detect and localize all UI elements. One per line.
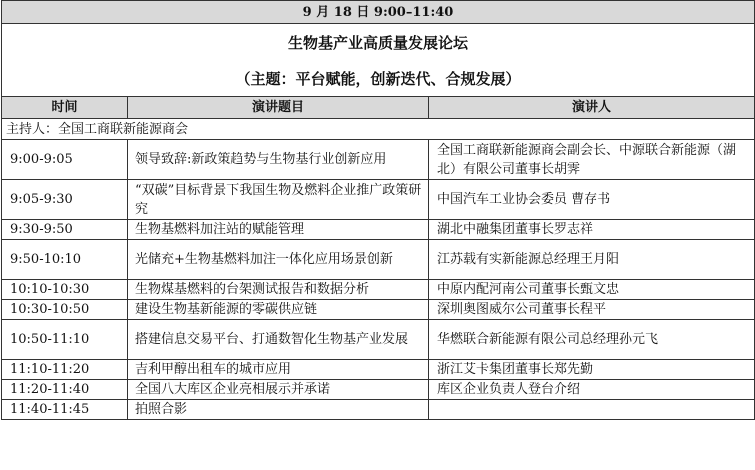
topic-cell: 吉利甲醇出租车的城市应用 [128, 360, 429, 380]
forum-theme: （主题：平台赋能，创新迭代、合规发展） [235, 70, 521, 88]
table-row [2, 320, 755, 360]
date-row [2, 1, 755, 24]
table-row [2, 240, 755, 280]
host-cell: 主持人：全国工商联新能源商会 [2, 119, 755, 140]
speaker-cell: 湖北中融集团董事长罗志祥 [429, 220, 755, 240]
title-row [2, 24, 755, 97]
column-header-topic: 演讲题目 [128, 97, 429, 119]
table-row [2, 140, 755, 180]
time-cell: 11:40-11:45 [2, 400, 128, 420]
speaker-cell: 中原内配河南公司董事长甄文忠 [429, 280, 755, 300]
topic-cell: 领导致辞:新政策趋势与生物基行业创新应用 [128, 140, 429, 180]
forum-schedule-table [1, 0, 755, 420]
time-cell: 10:50-11:10 [2, 320, 128, 360]
table-row [2, 180, 755, 220]
time-cell: 10:30-10:50 [2, 300, 128, 320]
column-header-time: 时间 [2, 97, 128, 119]
topic-cell: “双碳”目标背景下我国生物及燃料企业推广政策研究 [128, 180, 429, 220]
topic-cell: 拍照合影 [128, 400, 429, 420]
title-cell [2, 24, 755, 97]
time-cell: 9:05-9:30 [2, 180, 128, 220]
time-cell: 11:10-11:20 [2, 360, 128, 380]
header-row [2, 97, 755, 119]
speaker-cell [429, 400, 755, 420]
topic-cell: 生物煤基燃料的台架测试报告和数据分析 [128, 280, 429, 300]
time-cell: 9:30-9:50 [2, 220, 128, 240]
table-row [2, 380, 755, 400]
table-row [2, 300, 755, 320]
topic-cell: 建设生物基新能源的零碳供应链 [128, 300, 429, 320]
topic-cell: 全国八大库区企业亮相展示并承诺 [128, 380, 429, 400]
speaker-cell: 华燃联合新能源有限公司总经理孙元飞 [429, 320, 755, 360]
host-row [2, 119, 755, 140]
speaker-cell: 江苏载有实新能源总经理王月阳 [429, 240, 755, 280]
table-row [2, 400, 755, 420]
session-date-time: 9 月 18 日 9:00–11:40 [2, 1, 755, 24]
speaker-cell: 浙江艾卡集团董事长郑先勤 [429, 360, 755, 380]
table-row [2, 220, 755, 240]
speaker-cell: 中国汽车工业协会委员 曹存书 [429, 180, 755, 220]
time-cell: 10:10-10:30 [2, 280, 128, 300]
column-header-speaker: 演讲人 [429, 97, 755, 119]
table-row [2, 360, 755, 380]
topic-cell: 光储充+生物基燃料加注一体化应用场景创新 [128, 240, 429, 280]
time-cell: 9:00-9:05 [2, 140, 128, 180]
speaker-cell: 全国工商联新能源商会副会长、中源联合新能源（湖北）有限公司董事长胡霁 [429, 140, 755, 180]
time-cell: 11:20-11:40 [2, 380, 128, 400]
forum-title: 生物基产业高质量发展论坛 [288, 34, 469, 52]
speaker-cell: 库区企业负责人登台介绍 [429, 380, 755, 400]
speaker-cell: 深圳奥图威尔公司董事长程平 [429, 300, 755, 320]
table-row [2, 280, 755, 300]
topic-cell: 搭建信息交易平台、打通数智化生物基产业发展 [128, 320, 429, 360]
time-cell: 9:50-10:10 [2, 240, 128, 280]
topic-cell: 生物基燃料加注站的赋能管理 [128, 220, 429, 240]
